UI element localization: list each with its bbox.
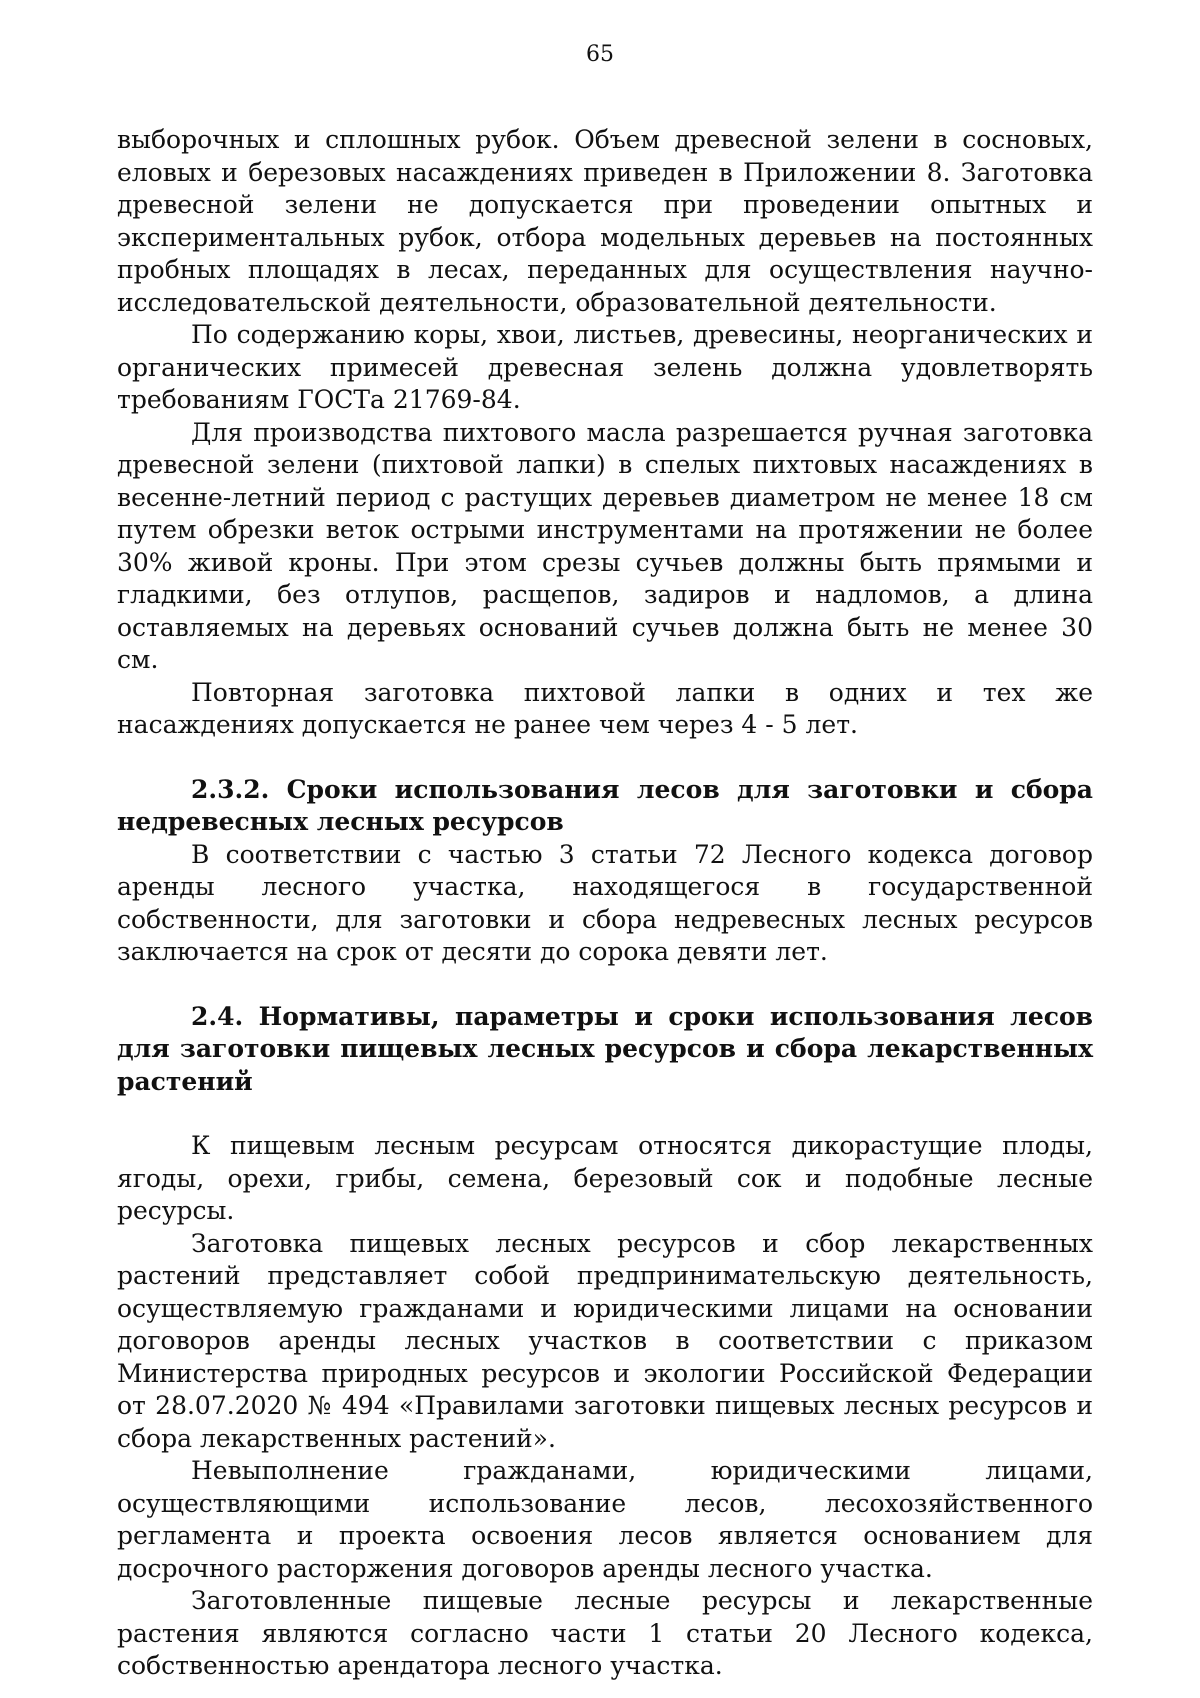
paragraph-non-compliance: Невыполнение гражданами, юридическими лицами, осуществляющими использование лесов, лесохозяйственного регламента и проекта освоения лесов является основанием для досрочного расторжения договоров аренды лесного участка. (117, 1456, 1093, 1583)
spacer (117, 1098, 1093, 1130)
paragraph-fir-oil: Для производства пихтового масла разрешается ручная заготовка древесной зелени (пихтовой лапки) в спелых пихтовых насаждениях в весенне-летний период с растущих деревьев диаметром не менее 18 см путем обрезки веток острыми инструментами на протяжении не более 30% живой кроны. При этом срезы сучьев должны быть прямыми и гладкими, без отлупов, расщепов, задиров и надломов, а длина оставляемых на деревьях оснований сучьев должна быть не менее 30 см. (117, 417, 1093, 674)
paragraph-bark-content: По содержанию коры, хвои, листьев, древесины, неорганических и органических примесей древесная зелень должна удовлетворять требованиям ГОСТа 21769-84. (117, 320, 1093, 414)
spacer (117, 969, 1093, 1001)
page-number: 65 (586, 42, 614, 67)
paragraph-repeat-harvest: Повторная заготовка пихтовой лапки в одних и тех же насаждениях допускается не ранее чем через 4 - 5 лет. (117, 677, 1093, 739)
paragraph-food-resources: К пищевым лесным ресурсам относятся дикорастущие плоды, ягоды, орехи, грибы, семена, березовый сок и подобные лесные ресурсы. (117, 1131, 1093, 1225)
paragraph-harvest-activity: Заготовка пищевых лесных ресурсов и сбор лекарственных растений представляет собой предпринимательскую деятельность, осуществляемую гражданами и юридическими лицами на основании договоров аренды лесных участков в соответствии с приказом Министерства природных ресурсов и экологии Российской Федерации от 28.07.2020 № 494 «Правилами заготовки пищевых лесных ресурсов и сбора лекарственных растений». (117, 1228, 1093, 1453)
page-body (117, 124, 1093, 1683)
paragraph-ownership: Заготовленные пищевые лесные ресурсы и лекарственные растения являются согласно части 1 статьи 20 Лесного кодекса, собственностью арендатора лесного участка. (117, 1586, 1093, 1680)
section-heading-2-4: 2.4. Нормативы, параметры и сроки использования лесов для заготовки пищевых лесных ресурсов и сбора лекарственных растений (117, 1001, 1093, 1096)
spacer (117, 742, 1093, 774)
paragraph-lease-term: В соответствии с частью 3 статьи 72 Лесного кодекса договор аренды лесного участка, находящегося в государственной собственности, для заготовки и сбора недревесных лесных ресурсов заключается на срок от десяти до сорока девяти лет. (117, 839, 1093, 966)
section-heading-2-3-2: 2.3.2. Сроки использования лесов для заготовки и сбора недревесных лесных ресурсов (117, 774, 1093, 836)
paragraph-continuation: выборочных и сплошных рубок. Объем древесной зелени в сосновых, еловых и березовых насаждениях приведен в Приложении 8. Заготовка древесной зелени не допускается при проведении опытных и экспериментальных рубок, отбора модельных деревьев на постоянных пробных площадях в лесах, переданных для осуществления научно-исследовательской деятельности, образовательной деятельности. (117, 125, 1093, 317)
